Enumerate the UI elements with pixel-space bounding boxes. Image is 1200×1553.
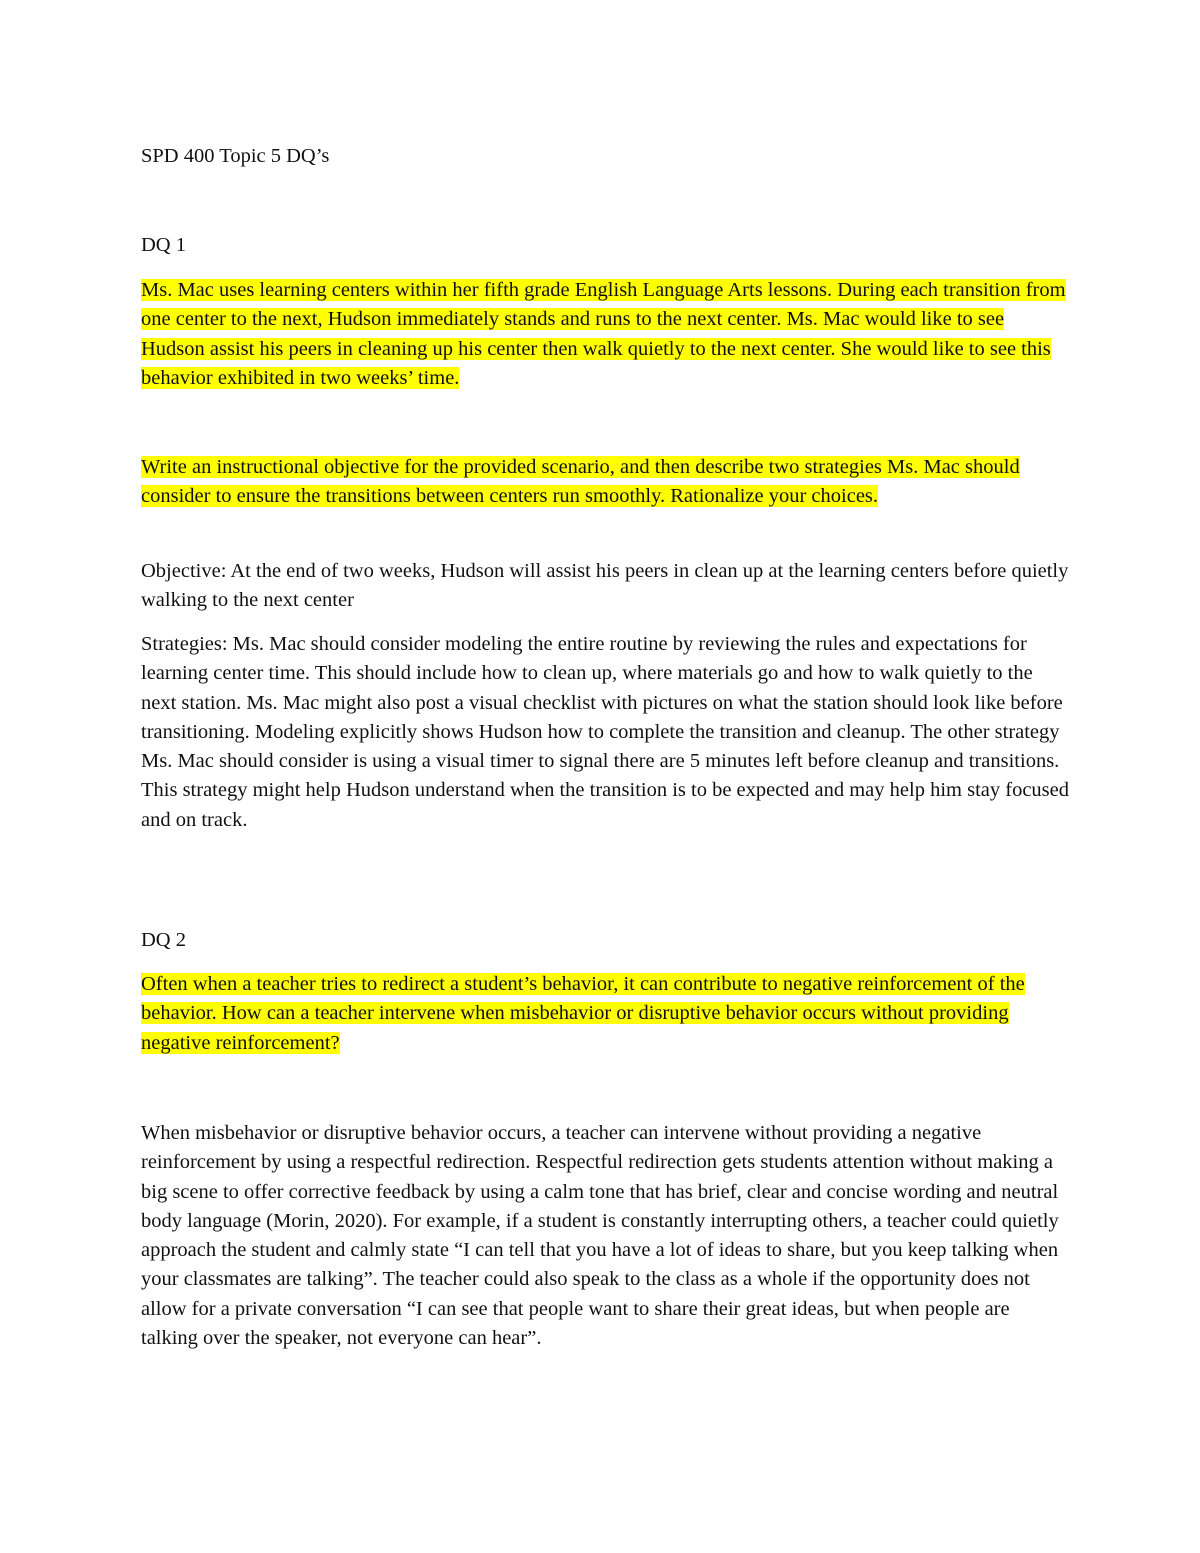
dq2-prompt-highlight: Often when a teacher tries to redirect a student’s behavior, it can contribute to negative reinforcement of the behavior. How can a teacher intervene when misbehavior or disruptive behavior occurs without providing negative reinforcement? <box>141 973 1025 1054</box>
dq2-heading: DQ 2 <box>141 929 186 951</box>
dq1-heading: DQ 1 <box>141 234 186 256</box>
dq1-scenario-highlight: Ms. Mac uses learning centers within her fifth grade English Language Arts lessons. During each transition from one center to the next, Hudson immediately stands and runs to the next center. Ms. Mac would like to see Hudson assist his peers in cleaning up his center then walk quietly to the next center. She would like to see this behavior exhibited in two weeks’ time. <box>141 279 1066 389</box>
dq1-prompt-highlight: Write an instructional objective for the provided scenario, and then describe two strategies Ms. Mac should consider to ensure the transitions between centers run smoothly. Rationalize your choices. <box>141 456 1020 508</box>
dq2-prompt-paragraph <box>141 970 1071 1058</box>
dq1-objective-paragraph: Objective: At the end of two weeks, Hudson will assist his peers in clean up at the learning centers before quietly walking to the next center <box>141 560 1069 612</box>
dq1-prompt-paragraph <box>141 453 1071 512</box>
dq2-answer-paragraph: When misbehavior or disruptive behavior occurs, a teacher can intervene without providing a negative reinforcement by using a respectful redirection. Respectful redirection gets students attention without making a big scene to offer corrective feedback by using a calm tone that has brief, clear and concise wording and neutral body language (Morin, 2020). For example, if a student is constantly interrupting others, a teacher could quietly approach the student and calmly state “I can tell that you have a lot of ideas to share, but you keep talking when your classmates are talking”. The teacher could also speak to the class as a whole if the opportunity does not allow for a private conversation “I can see that people want to share their great ideas, but when people are talking over the speaker, not everyone can hear”. <box>141 1122 1059 1350</box>
dq1-strategies-paragraph: Strategies: Ms. Mac should consider modeling the entire routine by reviewing the rules and expectations for learning center time. This should include how to clean up, where materials go and how to walk quietly to the next station. Ms. Mac might also post a visual checklist with pictures on what the station should look like before transitioning. Modeling explicitly shows Hudson how to complete the transition and cleanup. The other strategy Ms. Mac should consider is using a visual timer to signal there are 5 minutes left before cleanup and transitions. This strategy might help Hudson understand when the transition is to be expected and may help him stay focused and on track. <box>141 633 1069 831</box>
document-title: SPD 400 Topic 5 DQ’s <box>141 145 330 167</box>
dq1-scenario-paragraph <box>141 276 1071 393</box>
